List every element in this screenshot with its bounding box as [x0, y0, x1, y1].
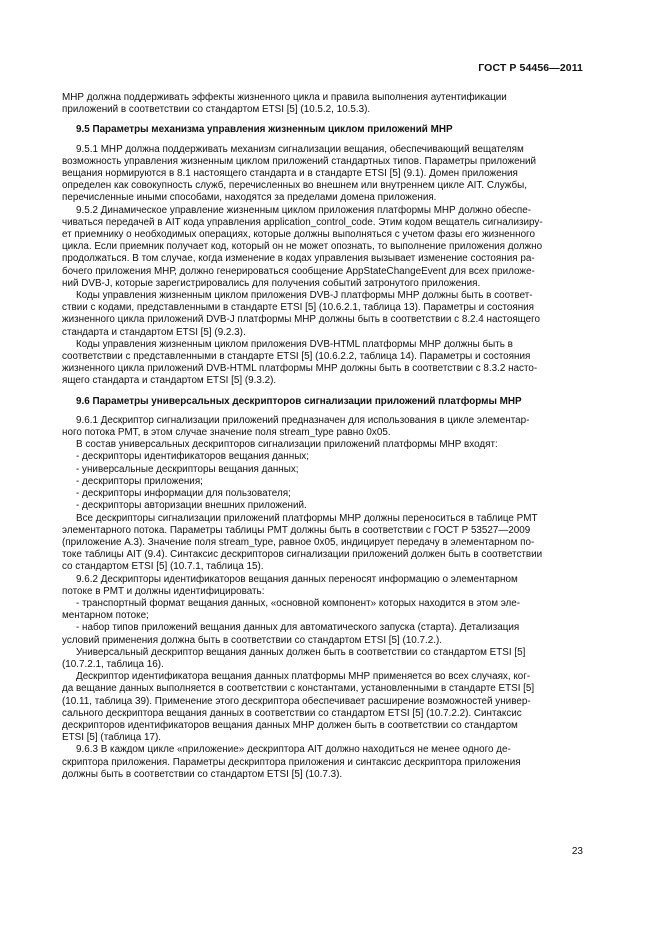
text-line: жизненного цикла приложений DVB-HTML платформы МНР должны быть в соответствии с 8.3.2 насто- — [62, 363, 538, 375]
list-item — [62, 488, 587, 500]
paragraph — [62, 415, 587, 439]
text-line: - набор типов приложений вещания данных для автоматического запуска (старта). Детализация — [76, 622, 520, 634]
paragraph — [62, 290, 587, 339]
text-line: чиваться передачей в AIT кода управления application_control_code. Этим кодом вещатель сигнализиру- — [62, 216, 543, 228]
list-item — [62, 500, 587, 512]
text-line: - транспортный формат вещания данных, «основной компонент» которых находится в этом эле- — [76, 597, 521, 609]
text-line: скриптора приложения. Параметры дескриптора приложения и синтаксис дескриптора приложения — [62, 756, 521, 768]
text-line: (10.11, таблица 39). Применение этого дескриптора обеспечивает расширение возможностей универ- — [62, 695, 531, 707]
text-line: Коды управления жизненным циклом приложения DVB-J платформы МНР должны быть в соответ- — [76, 290, 533, 302]
text-line: - дескрипторы приложения; — [76, 475, 203, 487]
text-line: ETSI [5] (таблица 17). — [62, 732, 162, 744]
text-line: дескрипторов идентификаторов вещания данных МНР должен быть в соответствии со стандартом — [62, 719, 518, 731]
text-line: цикла. Если приемник получает код, который он не может опознать, то выполнение приложения должно — [62, 241, 543, 253]
paragraph — [62, 744, 587, 781]
list-item — [62, 622, 587, 646]
paragraph — [62, 671, 587, 744]
text-line: 9.5.1 МНР должна поддерживать механизм сигнализации вещания, обеспечивающий вещателям — [76, 143, 524, 155]
text-line: (10.7.2.1, таблица 16). — [62, 658, 164, 670]
paragraph — [62, 574, 587, 598]
text-line: ствии с кодами, представленными в стандарте ETSI [5] (10.6.2.1, таблица 13). Параметры и состояния — [62, 302, 535, 314]
text-line: ний DVB-J, которые зарегистрировались для получения событий затронутого приложения. — [62, 277, 481, 289]
text-line: В состав универсальных дескрипторов сигнализации приложений платформы МНР входят: — [76, 439, 498, 451]
text-line: определен как совокупность служб, перечисленных во внешнем или внутреннем цикле AIT. Службы, — [62, 180, 527, 192]
text-line: токе таблицы AIT (9.4). Синтаксис дескрипторов сигнализации приложений должен быть в соответствии — [62, 549, 543, 561]
paragraph — [62, 205, 587, 290]
text-line: - дескрипторы информации для пользователя; — [76, 488, 291, 500]
text-line: условий применения должна быть в соответствии со стандартом ETSI [5] (10.7.2.). — [62, 634, 443, 646]
text-line: стандарта и стандартом ETSI [5] (9.2.3). — [62, 326, 246, 338]
text-line: (приложение А.3). Значение поля stream_type, равное 0x05, индицирует передачу в элементарном по- — [62, 536, 535, 548]
text-line: МНР должна поддерживать эффекты жизненного цикла и правила выполнения аутентификации — [62, 92, 507, 103]
paragraph — [62, 339, 587, 388]
section-heading — [62, 124, 587, 136]
text-line: 9.6.2 Дескрипторы идентификаторов вещания данных переносят информацию о элементарном — [76, 573, 518, 585]
paragraph — [62, 92, 587, 116]
text-line: вещания нормируются в 8.1 настоящего стандарта и в стандарте ETSI [5] (9.1). Домен приложения — [62, 168, 518, 180]
text-line: - дескрипторы идентификаторов вещания данных; — [76, 451, 309, 463]
list-item — [62, 451, 587, 463]
text-line: 9.6.3 В каждом цикле «приложение» дескриптора AIT должно находиться не менее одного де- — [76, 744, 511, 756]
text-line: приложений в соответствии со стандартом ETSI [5] (10.5.2, 10.5.3). — [62, 104, 371, 116]
text-line: соответствии с представленными в стандарте ETSI [5] (10.6.2.2, таблица 14). Параметры и состояния — [62, 351, 531, 363]
text-line: жизненного цикла приложений DVB-J платформы МНР должны быть в соответствии с 8.2.4 настоящего — [62, 314, 541, 326]
list-item — [62, 598, 587, 622]
paragraph — [62, 647, 587, 671]
text-line: потоке в PMT и должны идентифицировать: — [62, 585, 265, 597]
text-line: возможность управления жизненным циклом приложений стандартных типов. Параметры приложений — [62, 155, 537, 167]
text-line: - универсальные дескрипторы вещания данных; — [76, 463, 299, 475]
text-line: сального дескриптора вещания данных в соответствии со стандартом ETSI [5] (10.7.2.2). Синтаксис — [62, 707, 522, 719]
paragraph — [62, 513, 587, 574]
section-heading — [62, 396, 587, 408]
text-line: ментарном потоке; — [62, 610, 149, 622]
document-body — [62, 92, 587, 781]
text-line: 9.5 Параметры механизма управления жизненным циклом приложений МНР — [76, 124, 453, 136]
text-line: ного потока PMT, в этом случае значение поля stream_type равно 0x05. — [62, 427, 391, 439]
text-line: 9.6.1 Дескриптор сигнализации приложений предназначен для использования в цикле элементар- — [76, 414, 530, 426]
text-line: элементарного потока. Параметры таблицы PMT должны быть в соответствии с ГОСТ Р 53527—2009 — [62, 524, 531, 536]
text-line: ет приемнику о необходимых операциях, которые должны выполняться с учетом фазы его жизненного — [62, 229, 535, 241]
text-line: 9.6 Параметры универсальных дескрипторов сигнализации приложений платформы МНР — [76, 395, 522, 407]
list-item — [62, 464, 587, 476]
text-line: 9.5.2 Динамическое управление жизненным циклом приложения платформы МНР должно обеспе- — [76, 204, 532, 216]
text-line: бочего приложения МНР, должно генерироваться сообщение AppStateChangeEvent для всех приложе- — [62, 265, 535, 277]
paragraph — [62, 144, 587, 205]
text-line: да вещание данных выполняется в соответствии с константами, установленными в стандарте ETSI [5] — [62, 683, 535, 695]
text-line: Дескриптор идентификатора вещания данных платформы МНР применяется во всех случаях, ког- — [76, 671, 531, 683]
text-line: Универсальный дескриптор вещания данных должен быть в соответствии со стандартом ETSI [5] — [76, 646, 526, 658]
text-line: со стандартом ETSI [5] (10.7.1, таблица 15). — [62, 561, 264, 573]
text-line: ящего стандарта и стандартом ETSI [5] (9.3.2). — [62, 375, 277, 387]
text-line: перечисленные иными способами, находятся за пределами домена приложения. — [62, 192, 437, 204]
paragraph — [62, 439, 587, 451]
text-line: - дескрипторы авторизации внешних приложений. — [76, 500, 307, 512]
text-line: продолжаться. В том случае, когда изменение в кодах управления вызывает изменение состояния ра- — [62, 253, 535, 265]
page-number: 23 — [571, 846, 583, 857]
standard-header: ГОСТ Р 54456—2011 — [478, 62, 583, 74]
text-line: должны быть в соответствии со стандартом ETSI [5] (10.7.3). — [62, 768, 343, 780]
list-item — [62, 476, 587, 488]
text-line: Коды управления жизненным циклом приложения DVB-HTML платформы МНР должны быть в — [76, 338, 513, 350]
text-line: Все дескрипторы сигнализации приложений платформы МНР должны переноситься в таблице PMT — [76, 512, 538, 524]
